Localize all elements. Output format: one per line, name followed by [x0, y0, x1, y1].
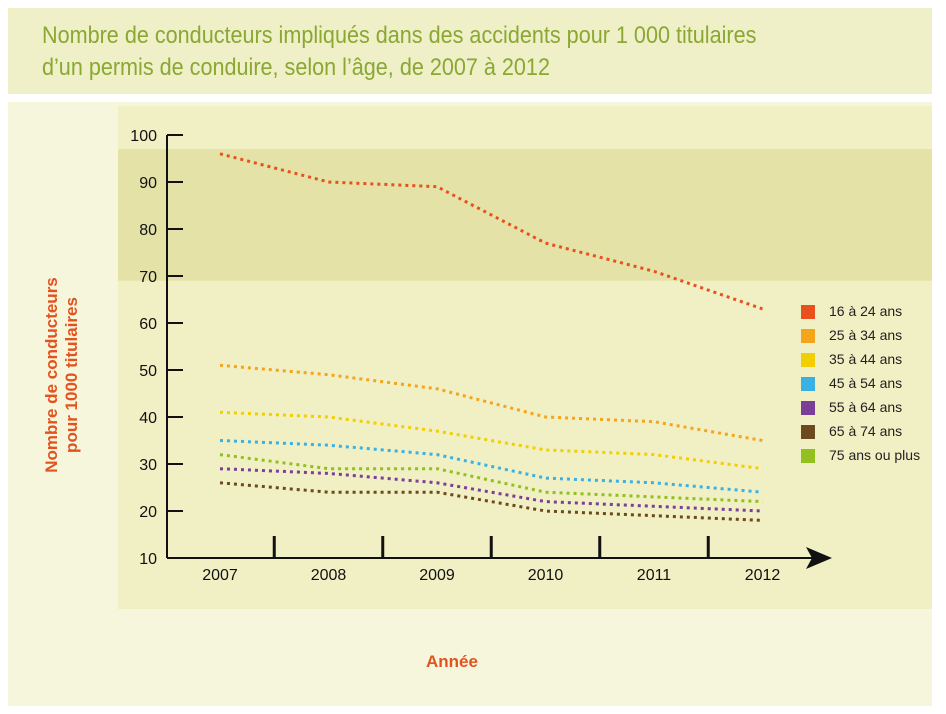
y-tick-label: 50: [139, 363, 157, 380]
x-tick-label: 2007: [202, 567, 238, 584]
x-tick-label: 2010: [527, 567, 564, 584]
legend-label: 45 à 54 ans: [829, 375, 903, 391]
x-tick-label: 2009: [419, 567, 455, 584]
y-tick-label: 10: [139, 551, 157, 568]
series-line-3: [220, 412, 763, 468]
x-tick-label: 2012: [744, 567, 781, 584]
y-axis-label-line-1: Nombre de conducteurs: [42, 277, 61, 473]
y-tick-label: 100: [130, 128, 157, 145]
legend-label: 25 à 34 ans: [829, 327, 903, 343]
legend-swatch: [801, 449, 815, 463]
legend-swatch: [801, 425, 815, 439]
chart-title-line-2: d’un permis de conduire, selon l’âge, de 2007 à 2012: [42, 54, 550, 81]
highlight-band: [118, 149, 932, 281]
y-tick-label: 40: [139, 410, 157, 427]
series-line-7: [220, 455, 763, 502]
legend-label: 16 à 24 ans: [829, 303, 903, 319]
x-tick-label: 2011: [636, 567, 672, 584]
legend-swatch: [801, 329, 815, 343]
legend-swatch: [801, 305, 815, 319]
series-line-5: [220, 469, 763, 511]
x-axis-label: Année: [426, 652, 478, 671]
legend-label: 65 à 74 ans: [829, 423, 903, 439]
chart-title-line-1: Nombre de conducteurs impliqués dans des accidents pour 1 000 titulaires: [42, 22, 757, 49]
legend-label: 35 à 44 ans: [829, 351, 903, 367]
y-axis-label: [42, 277, 82, 473]
legend-swatch: [801, 353, 815, 367]
legend-label: 55 à 64 ans: [829, 399, 903, 415]
y-tick-label: 90: [139, 175, 157, 192]
series-line-6: [220, 483, 763, 521]
series-line-2: [220, 365, 763, 440]
series-line-4: [220, 441, 763, 493]
legend-swatch: [801, 377, 815, 391]
y-axis-label-line-2: pour 1000 titulaires: [62, 297, 81, 453]
x-tick-label: 2008: [310, 567, 347, 584]
y-tick-label: 30: [139, 457, 157, 474]
legend-swatch: [801, 401, 815, 415]
y-tick-label: 70: [139, 269, 157, 286]
y-tick-label: 60: [139, 316, 157, 333]
y-tick-label: 20: [139, 504, 157, 521]
y-tick-label: 80: [139, 222, 157, 239]
legend-label: 75 ans ou plus: [829, 447, 921, 463]
